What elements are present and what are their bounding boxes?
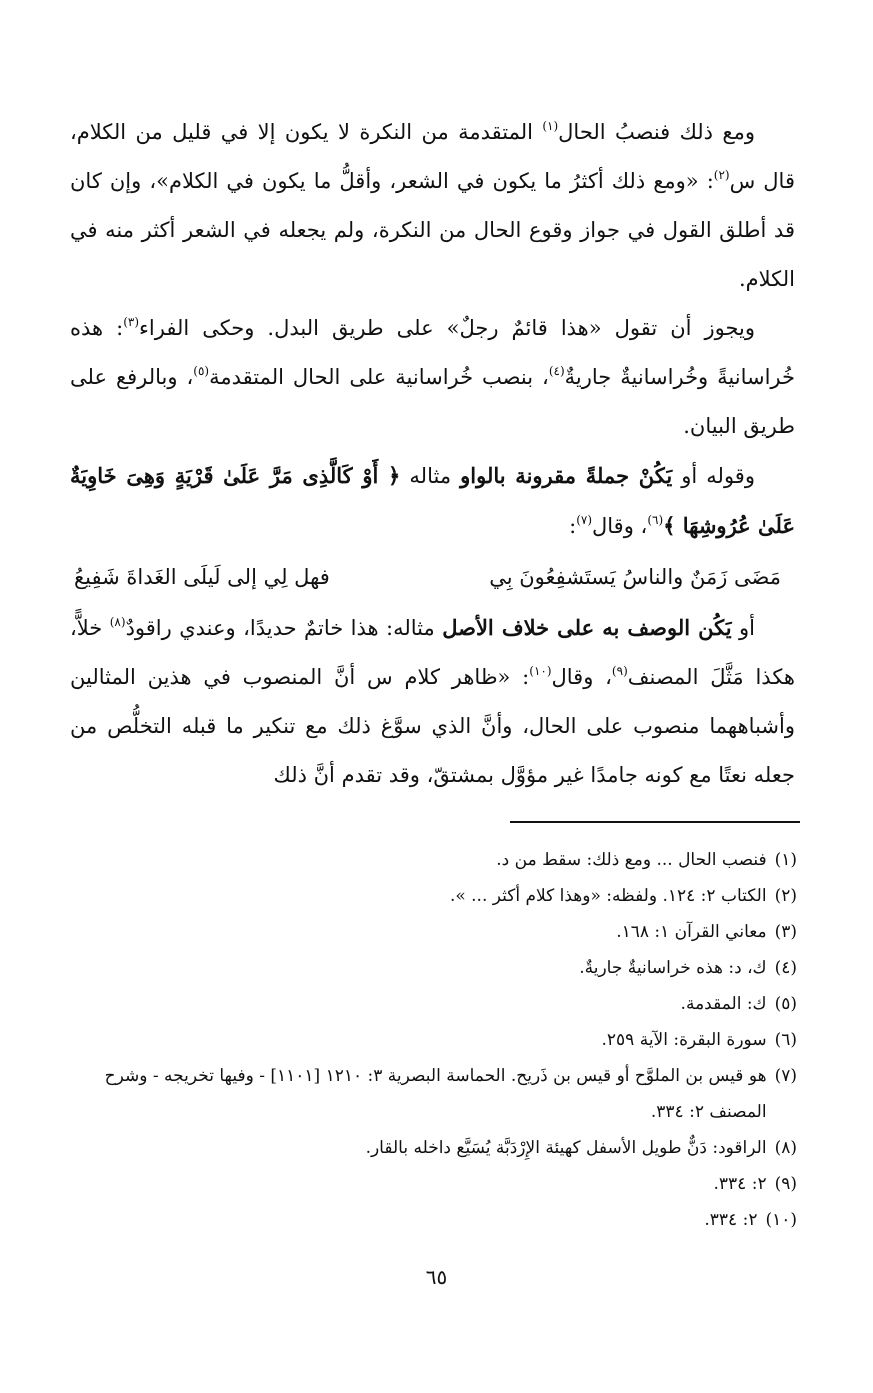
footnote-text: ك: المقدمة.	[680, 994, 767, 1014]
paragraph-text: ، وقال	[592, 514, 648, 538]
footnote	[67, 914, 797, 950]
paragraph-text: ، بنصب خُراسانية على الحال المتقدمة	[209, 365, 549, 389]
paragraph-text: :	[569, 514, 577, 538]
footnote-ref[interactable]: (٣)	[123, 315, 140, 329]
footnote-number: (٥)	[774, 994, 797, 1014]
paragraph-text: ويجوز أن تقول «هذا قائمٌ رجلٌ» على طريق البدل. وحكى الفراء	[139, 316, 755, 340]
footnote-text: هو قيس بن الملوَّح أو قيس بن ذَريح. الحماسة البصرية ٣: ١٢١٠ [١١٠١] - وفيها تخريجه - وشرح المصنف ٢: ٣٣٤.	[104, 1066, 767, 1122]
footnote-number: (١٠)	[765, 1210, 797, 1230]
paragraph-text: ومع ذلك فنصبُ الحال	[558, 120, 755, 144]
bold-term: يَكُن الوصف به على خلاف الأصل	[442, 615, 732, 640]
footnote-ref[interactable]: (١٠)	[529, 664, 552, 678]
footnotes	[67, 842, 797, 1238]
verse-second-hemistich: فهل لِي إلى لَيلَى الغَداةَ شَفِيعُ	[74, 565, 330, 589]
paragraph-text: : «ظاهر كلام س أنَّ المنصوب في هذين المثالين وأشباههما منصوب على الحال، وأنَّ الذي سوَّغ ذلك مع تنكير ما قبله التخلُّص من جعله نعتًا مع كونه جامدًا غير مؤوَّل بمشتقّ، وقد تقدم أنَّ ذلك	[70, 665, 795, 787]
footnote-text: فنصب الحال ... ومع ذلك: سقط من د.	[496, 850, 767, 870]
footnote-number: (٢)	[774, 886, 797, 906]
footnote	[67, 842, 797, 878]
footnote-text: الراقود: دَنٌّ طويل الأسفل كهيئة الإِرْدَبَّة يُسَيَّع داخله بالقار.	[365, 1138, 767, 1158]
page-number: ٦٥	[425, 1265, 448, 1289]
footnote-ref[interactable]: (١)	[542, 119, 559, 133]
footnote	[67, 1058, 797, 1130]
paragraph-text: أو	[731, 616, 755, 640]
footnote-number: (٤)	[774, 958, 797, 978]
footnote-number: (٧)	[774, 1066, 797, 1086]
poetry-verse	[70, 551, 795, 603]
paragraph-text: وقوله أو	[672, 464, 755, 488]
footnote	[67, 1202, 797, 1238]
footnote	[67, 1166, 797, 1202]
footnote	[67, 1022, 797, 1058]
footnote-separator	[510, 821, 800, 823]
footnote-number: (١)	[774, 850, 797, 870]
footnote-text: الكتاب ٢: ١٢٤. ولفظه: «وهذا كلام أكثر ... ».	[449, 886, 767, 906]
footnote-ref[interactable]: (٤)	[548, 364, 565, 378]
footnote-number: (٦)	[774, 1030, 797, 1050]
footnote-text: سورة البقرة: الآية ٢٥٩.	[601, 1030, 767, 1050]
footnote-text: ٢: ٣٣٤.	[704, 1210, 758, 1230]
footnote-text: ٢: ٣٣٤.	[713, 1174, 767, 1194]
footnote-text: ك، د: هذه خراسانيةٌ جاريةٌ.	[579, 958, 767, 978]
footnote	[67, 878, 797, 914]
footnote	[67, 1130, 797, 1166]
paragraph-1	[70, 108, 795, 304]
paragraph-text: : «ومع ذلك أكثرُ ما يكون في الشعر، وأقلُّ ما يكون في الكلام»، وإن كان قد أطلق القول في جواز وقوع الحال من النكرة، ولم يجعله في الشعر أكثر منه في الكلام.	[70, 169, 795, 291]
footnote-ref[interactable]: (٩)	[611, 664, 628, 678]
footnote-number: (٨)	[774, 1138, 797, 1158]
footnote-ref[interactable]: (٥)	[193, 364, 210, 378]
paragraph-text: ، وقال	[551, 665, 612, 689]
footnote-text: معاني القرآن ١: ١٦٨.	[616, 922, 767, 942]
verse-first-hemistich: مَضَى زَمَنٌ والناسُ يَستَشفِعُونَ بِي	[489, 565, 781, 589]
footnote-number: (٩)	[774, 1174, 797, 1194]
paragraph-text: خلاًّ، هكذا مَثَّلَ المصنف	[70, 616, 795, 689]
bold-term: يَكُنْ جملةً مقرونة بالواو	[460, 463, 673, 488]
paragraph-4	[70, 603, 795, 800]
paragraph-text: مثاله	[400, 464, 461, 488]
footnote	[67, 986, 797, 1022]
footnote-ref[interactable]: (٦)	[647, 513, 664, 527]
footnote-ref[interactable]: (٢)	[713, 168, 730, 182]
paragraph-3	[70, 451, 795, 551]
footnote	[67, 950, 797, 986]
quran-verse: ﴿ أَوْ كَالَّذِى مَرَّ عَلَىٰ قَرْيَةٍ وَهِىَ خَاوِيَةٌ عَلَىٰ عُرُوشِهَا ﴾	[70, 463, 795, 538]
paragraph-text: : هذه خُراسانيةً وخُراسانيةٌ جاريةٌ	[70, 316, 795, 389]
paragraph-text: مثاله: هذا خاتمٌ حديدًا، وعندي راقودٌ	[125, 616, 443, 640]
footnote-number: (٣)	[774, 922, 797, 942]
main-text	[70, 108, 795, 800]
paragraph-text: المتقدمة من النكرة لا يكون إلا في قليل من الكلام، قال س	[70, 120, 795, 193]
footnote-ref[interactable]: (٨)	[109, 615, 126, 629]
footnote-ref[interactable]: (٧)	[576, 513, 593, 527]
paragraph-2	[70, 304, 795, 451]
paragraph-text: ، وبالرفع على طريق البيان.	[70, 365, 795, 438]
